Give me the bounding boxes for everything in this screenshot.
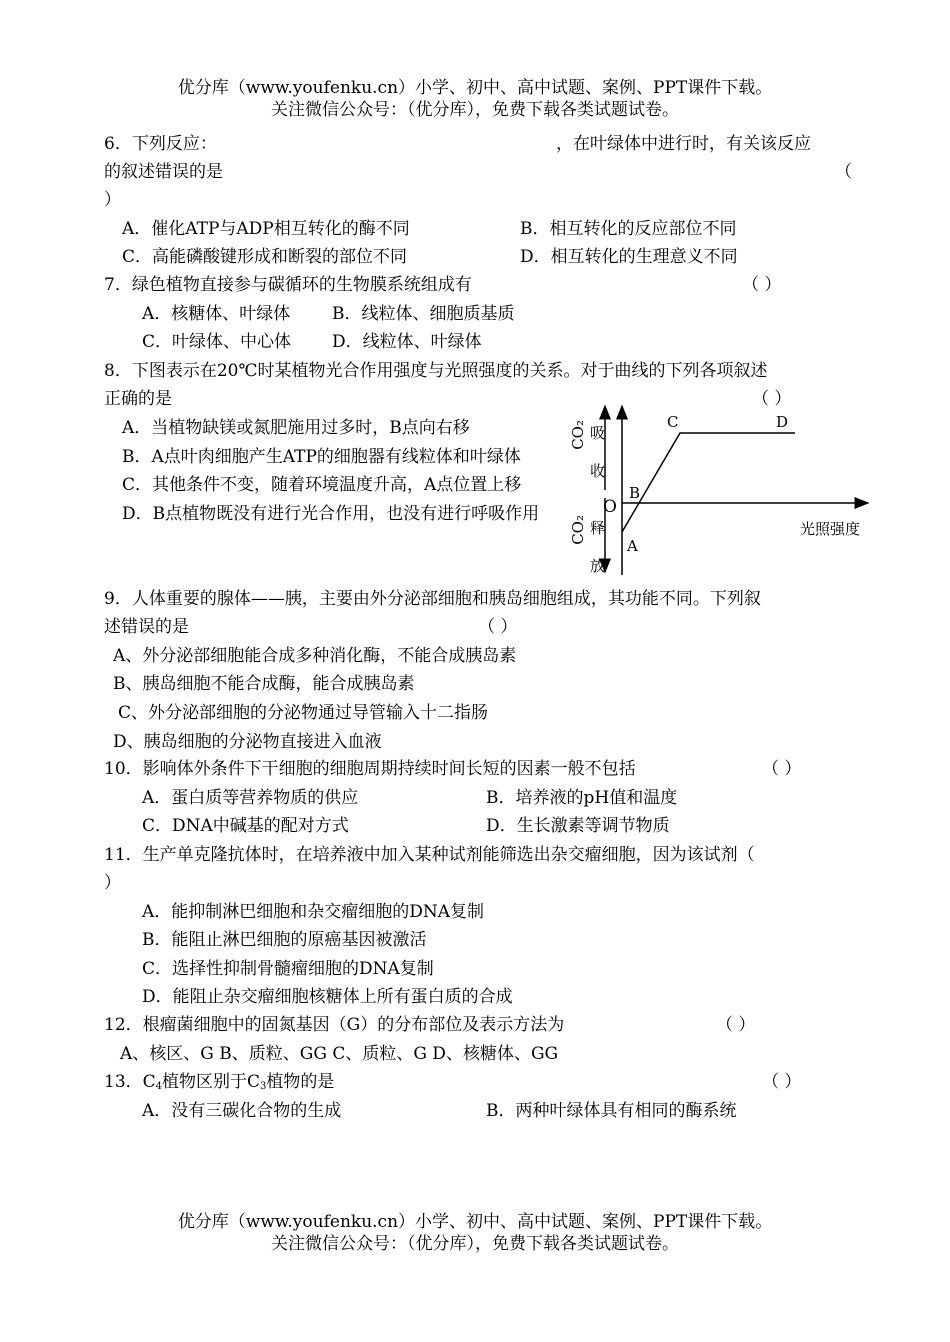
y-lower-co2-label: CO₂ [569, 515, 587, 545]
q12-stem: 12．根瘤菌细胞中的固氮基因（G）的分布部位及表示方法为 [104, 1015, 565, 1035]
q7-option-b: B．线粒体、细胞质基质 [332, 304, 515, 324]
q13-stem-pre: 13．C [104, 1072, 156, 1092]
x-axis-label: 光照强度 [800, 520, 861, 538]
q9-stem-2: 述错误的是 [104, 617, 189, 637]
point-d-label: D [776, 413, 789, 431]
q10-option-d: D．生长激素等调节物质 [486, 816, 670, 836]
q10-paren: （ ） [762, 759, 802, 779]
q13-paren: （ ） [762, 1072, 802, 1092]
q9-option-b: B、胰岛细胞不能合成酶，能合成胰岛素 [113, 674, 415, 694]
q11-stem: 11．生产单克隆抗体时，在培养液中加入某种试剂能筛选出杂交瘤细胞，因为该试剂（ [104, 845, 755, 865]
q11-paren-close: ） [104, 873, 121, 893]
curve-line [622, 433, 795, 532]
q11-option-a: A．能抑制淋巴细胞和杂交瘤细胞的DNA复制 [142, 902, 485, 922]
point-c-label: C [667, 413, 679, 431]
q6-option-b: B．相互转化的反应部位不同 [520, 219, 737, 239]
q12-paren: （ ） [716, 1015, 756, 1035]
q13-stem-post: 植物的是 [266, 1072, 335, 1092]
q13-option-b: B．两种叶绿体具有相同的酶系统 [486, 1101, 737, 1121]
origin-label: O [603, 497, 617, 517]
q11-option-c: C．选择性抑制骨髓瘤细胞的DNA复制 [142, 959, 434, 979]
q13-stem [104, 1071, 334, 1098]
q10-option-b: B．培养液的pH值和温度 [486, 788, 678, 808]
q13-stem-sub-1: 4 [155, 1081, 163, 1092]
y-upper-co2-label: CO₂ [569, 420, 587, 450]
y-upper-char-2: 收 [590, 462, 606, 480]
point-b-label: B [629, 484, 641, 502]
q8-stem-2: 正确的是 [104, 389, 172, 409]
q7-stem: 7．绿色植物直接参与碳循环的生物膜系统组成有 [104, 275, 472, 295]
q11-option-b: B．能阻止淋巴细胞的原癌基因被激活 [142, 930, 427, 950]
q6-paren-open: （ [835, 162, 852, 182]
q10-option-c: C．DNA中碱基的配对方式 [142, 816, 349, 836]
q6-paren-close: ） [104, 190, 121, 210]
q6-option-a: A．催化ATP与ADP相互转化的酶不同 [122, 219, 410, 239]
q7-option-a: A．核糖体、叶绿体 [142, 304, 291, 324]
q6-stem-c: 的叙述错误的是 [104, 162, 223, 182]
q7-option-c: C．叶绿体、中心体 [142, 332, 292, 352]
q6-option-d: D．相互转化的生理意义不同 [520, 247, 738, 267]
y-lower-char-2: 放 [590, 557, 606, 575]
q8-option-a: A．当植物缺镁或氮肥施用过多时，B点向右移 [122, 418, 470, 438]
q13-stem-mid: 植物区别于C [162, 1072, 261, 1092]
q13-stem-sub-2: 3 [260, 1081, 267, 1092]
q7-paren: （ ） [742, 275, 782, 295]
footer-line-2: 关注微信公众号：（优分库），免费下载各类试题试卷。 [271, 1234, 679, 1254]
q9-option-c: C、外分泌部细胞的分泌物通过导管输入十二指肠 [118, 703, 489, 723]
footer-line-1: 优分库（www.youfenku.cn）小学、初中、高中试题、案例、PPT课件下载。 [177, 1212, 773, 1232]
point-a-label: A [627, 537, 638, 555]
q9-option-d: D、胰岛细胞的分泌物直接进入血液 [113, 732, 382, 752]
q6-option-c: C．高能磷酸键形成和断裂的部位不同 [122, 247, 408, 267]
q12-options: A、核区、G B、质粒、GG C、质粒、G D、核糖体、GG [120, 1044, 559, 1064]
q8-option-c: C．其他条件不变，随着环境温度升高，A点位置上移 [122, 475, 522, 495]
header-line-2: 关注微信公众号：（优分库），免费下载各类试题试卷。 [271, 100, 679, 120]
y-lower-char-1: 释 [590, 519, 606, 537]
q13-option-a: A．没有三碳化合物的生成 [142, 1101, 342, 1121]
q6-stem-a: 6．下列反应： [104, 134, 217, 154]
q6-stem-b: ，在叶绿体中进行时，有关该反应 [556, 134, 811, 154]
q11-option-d: D．能阻止杂交瘤细胞核糖体上所有蛋白质的合成 [142, 987, 513, 1007]
q8-stem-1: 8．下图表示在20℃时某植物光合作用强度与光照强度的关系。对于曲线的下列各项叙述 [104, 361, 768, 381]
q8-option-b: B．A点叶肉细胞产生ATP的细胞器有线粒体和叶绿体 [122, 447, 521, 467]
q8-paren: （ ） [752, 389, 792, 409]
q7-option-d: D．线粒体、叶绿体 [332, 332, 482, 352]
q10-stem: 10．影响体外条件下干细胞的细胞周期持续时间长短的因素一般不包括 [104, 759, 636, 779]
header-line-1: 优分库（www.youfenku.cn）小学、初中、高中试题、案例、PPT课件下载。 [177, 78, 773, 98]
y-upper-char-1: 吸 [590, 424, 606, 442]
q9-paren: （ ） [478, 617, 518, 637]
q9-stem-1: 9．人体重要的腺体——胰，主要由外分泌部细胞和胰岛细胞组成，其功能不同。下列叙 [104, 589, 761, 609]
q8-option-d: D．B点植物既没有进行光合作用，也没有进行呼吸作用 [122, 504, 540, 524]
q9-option-a: A、外分泌部细胞能合成多种消化酶，不能合成胰岛素 [113, 646, 517, 666]
q10-option-a: A．蛋白质等营养物质的供应 [142, 788, 359, 808]
